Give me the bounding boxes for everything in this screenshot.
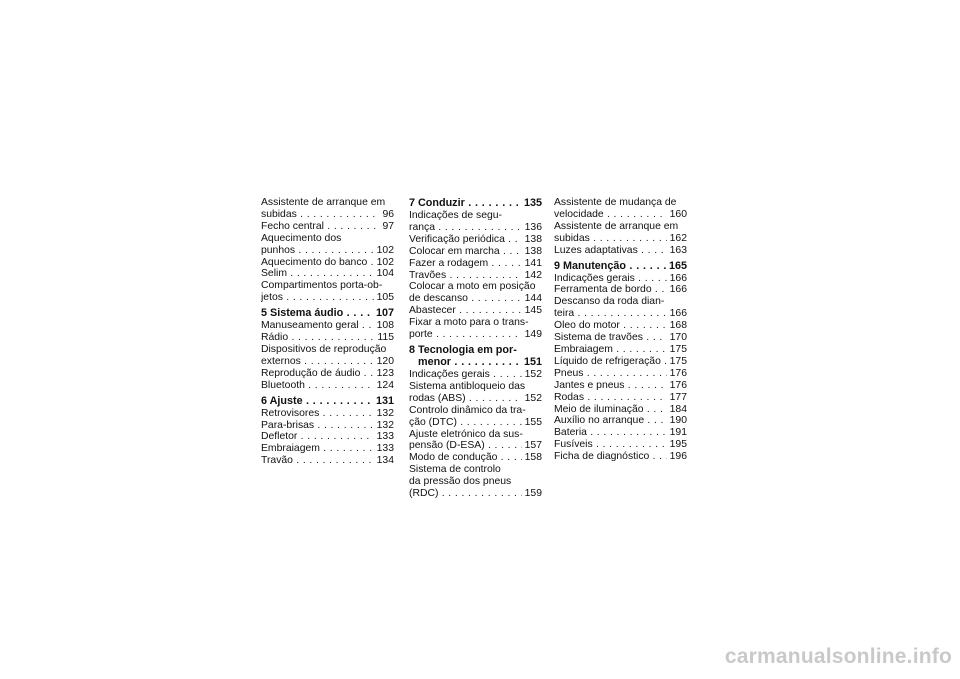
toc-entry-title: jetos . . . [261,292,374,304]
toc-entry [261,221,394,233]
toc-entry-title: Pneus . . . [554,368,667,380]
toc-entry [409,234,542,246]
toc-entry-title: 5 Sistema áudio . . . [261,307,373,319]
page-number: 136 [524,221,542,233]
page-number: 191 [669,427,687,439]
toc-entry [554,332,687,344]
toc-entry-line [409,258,542,270]
toc-entry-title: Ferramenta de bordo . . . [554,284,667,296]
page-number: 102 [376,244,394,256]
toc-entry-line: Compartimentos porta-ob- [261,280,383,292]
toc-entry-title: Ficha de diagnóstico . . . [554,451,667,463]
toc-entry-title: Defletor . . . [261,431,374,443]
page-number: 196 [669,451,687,463]
toc-entry-title: Fecho central . . . [261,221,379,233]
toc-entry [409,369,542,381]
toc-entry [554,368,687,380]
toc-entry-line: Colocar a moto em posição [409,281,536,293]
page-number: 152 [524,392,542,404]
toc-entry-line [554,415,687,427]
toc-entry-line [409,270,542,282]
page-number: 175 [669,343,687,355]
page-number: 160 [669,208,687,220]
toc-entry-line [261,209,394,221]
toc-entry-line [261,221,394,233]
toc-entry-line: Assistente de arranque em [554,220,679,232]
toc-column-3 [554,197,687,463]
toc-entry [409,246,542,258]
toc-entry-title: Sistema de travões . . . [554,332,667,344]
toc-entry-line [554,451,687,463]
page-number: 123 [376,367,394,379]
toc-entry-title: Fazer a rodagem . . . [409,258,522,270]
toc-entry-line [409,246,542,258]
toc-entry-line [554,404,687,416]
page-number: 163 [669,244,687,256]
page-number: 96 [382,208,394,220]
chapter-heading [409,344,542,368]
toc-entry [409,258,542,270]
page-number: 166 [669,272,687,284]
page-number: 133 [376,443,394,455]
page-number: 158 [524,452,542,464]
page-number: 138 [524,233,542,245]
chapter-heading [554,260,687,272]
page-number: 108 [376,320,394,332]
toc-entry [409,281,542,305]
page-number: 175 [669,355,687,367]
chapter-heading [261,307,394,319]
toc-entry-line [261,292,394,304]
page-number: 177 [669,391,687,403]
toc-entry-line [409,417,542,429]
toc-entry-line: Assistente de mudança de [554,197,677,208]
toc-entry [554,392,687,404]
toc-entry-line [261,332,394,344]
page-number: 134 [376,455,394,467]
toc-entry [554,273,687,285]
toc-entry [554,427,687,439]
toc-entry-title: Meio de iluminação . . . [554,404,667,416]
page-number: 168 [669,320,687,332]
toc-entry-title: Indicações gerais . . . [409,369,522,381]
toc-entry [409,405,542,429]
toc-entry-title: rança . . . [409,222,522,234]
page-number: 165 [668,259,687,272]
toc-entry [554,356,687,368]
toc-entry-title: Jantes e pneus . . . [554,380,667,392]
toc-entry-line [554,439,687,451]
toc-entry-title: externos . . . [261,356,374,368]
page-number: 155 [524,416,542,428]
page-number: 132 [376,407,394,419]
toc-entry-line [261,443,394,455]
toc-entry-line [554,284,687,296]
page-number: 133 [376,431,394,443]
toc-entry-title: Fusíveis . . . [554,439,667,451]
toc-entry-line: Dispositivos de reprodução [261,343,387,355]
toc-entry [261,443,394,455]
toc-entry [554,451,687,463]
page-number: 131 [375,394,394,407]
toc-entry-line [554,209,687,221]
page-number: 107 [375,307,394,320]
toc-entry [554,380,687,392]
toc-entry-title: subidas . . . [261,209,379,221]
toc-entry-title: teira . . . [554,308,667,320]
toc-entry-title: Travão . . . [261,455,374,467]
page-number: 149 [524,329,542,341]
toc-entry [554,221,687,245]
toc-column-1 [261,197,394,467]
page-number: 195 [669,439,687,451]
toc-entry-title: Rodas . . . [554,392,667,404]
page-number: 170 [669,332,687,344]
toc-entry-title: punhos . . . [261,245,374,257]
toc-entry-line [554,368,687,380]
toc-entry-title: Embraiagem . . . [261,443,374,455]
toc-entry [554,320,687,332]
toc-entry-title: (RDC) . . . [409,488,522,500]
page-number: 105 [376,292,394,304]
toc-entry-line [261,431,394,443]
toc-entry-line [409,488,542,500]
toc-entry-line: Sistema de controlo [409,464,501,476]
toc-entry-line: Ajuste eletrónico da sus- [409,428,523,440]
toc-entry-line: Descanso da roda dian- [554,296,665,308]
toc-entry-line [409,329,542,341]
toc-entry [409,305,542,317]
toc-entry-line [554,260,687,272]
toc-entry [261,380,394,392]
toc-entry-line [554,332,687,344]
toc-entry-title: Indicações gerais . . . [554,273,667,285]
toc-entry-title: Modo de condução . . . [409,452,522,464]
toc-entry-title: Selim . . . [261,268,374,280]
toc-entry-line [261,356,394,368]
toc-entry [261,368,394,380]
toc-entry [409,270,542,282]
toc-entry-title: porte . . . [409,329,522,341]
toc-entry-line [409,369,542,381]
toc-entry-line [409,305,542,317]
toc-entry [261,420,394,432]
toc-entry [554,415,687,427]
toc-entry-title: Manuseamento geral . . . [261,320,374,332]
toc-entry [261,431,394,443]
toc-entry-title: rodas (ABS) . . . [409,393,522,405]
toc-entry-line [554,233,687,245]
chapter-heading [261,395,394,407]
toc-entry-line [554,344,687,356]
page-number: 115 [377,332,394,344]
toc-entry [409,464,542,500]
toc-entry [261,320,394,332]
page-number: 132 [376,419,394,431]
toc-entry-line [261,320,394,332]
toc-entry-line [261,268,394,280]
toc-entry-line [409,393,542,405]
toc-entry-title: Verificação periódica . . . [409,234,522,246]
page-number: 141 [524,257,542,269]
page-number: 104 [376,268,394,280]
toc-entry-line: Indicações de segu- [409,210,502,221]
toc-entry [261,233,394,257]
page-number: 190 [669,415,687,427]
page-number: 176 [669,367,687,379]
toc-entry-title: Travões . . . [409,270,522,282]
toc-entry [554,404,687,416]
toc-entry-line: Sistema antibloqueio das [409,380,526,392]
toc-entry [554,245,687,257]
toc-entry-line [409,222,542,234]
toc-entry-title: ção (DTC) . . . [409,417,522,429]
page-number: 102 [376,256,394,268]
toc-entry [554,284,687,296]
chapter-heading [409,197,542,209]
toc-entry-line [409,452,542,464]
toc-entry-title: Rádio . . . [261,332,374,344]
toc-entry-line [261,257,394,269]
toc-entry-title: velocidade . . . [554,209,667,221]
toc-entry-title: Bateria . . . [554,427,667,439]
page-number: 176 [669,379,687,391]
toc-column-2 [409,197,542,500]
page-number: 145 [524,305,542,317]
toc-entry-title: Embraiagem . . . [554,344,667,356]
toc-entry-line [554,427,687,439]
toc-entry-title: Retrovisores . . . [261,408,374,420]
toc-entry-line [261,307,394,319]
toc-entry-line: Assistente de arranque em [261,197,386,208]
toc-entry-line: da pressão dos pneus [409,476,512,488]
toc-entry [409,317,542,341]
toc-entry [261,332,394,344]
page-number: 166 [669,308,687,320]
toc-entry-line [554,380,687,392]
toc-entry-line: Controlo dinâmico da tra- [409,404,526,416]
toc-entry-title: pensão (D-ESA) . . . [409,440,522,452]
toc-entry-title: Auxílio no arranque . . . [554,415,667,427]
toc-entry-line: 8 Tecnologia em por- [409,343,517,356]
toc-entry-line [261,395,394,407]
page-number: 159 [524,488,542,500]
toc-entry-title: Reprodução de áudio . . . [261,368,374,380]
toc-entry-title: Abastecer . . . [409,305,522,317]
toc-entry-title: 9 Manutenção . . . [554,260,666,272]
toc-entry [409,210,542,234]
watermark: carmanualsonline.info [724,645,952,668]
toc-entry-title: menor . . . [418,356,521,368]
toc-entry [261,257,394,269]
toc-entry-title: Aquecimento do banco . . . [261,257,374,269]
toc-entry [409,381,542,405]
toc-entry-title: de descanso . . . [409,293,522,305]
toc-entry [261,455,394,467]
page-number: 151 [523,355,542,368]
toc-entry-title: Óleo do motor . . . [554,320,667,332]
toc-entry-line [554,273,687,285]
toc-entry-line [409,293,542,305]
toc-entry [261,268,394,280]
toc-entry-line [409,197,542,209]
toc-entry-title: subidas . . . [554,233,667,245]
page-number: 144 [524,293,542,305]
page-number: 135 [523,197,542,209]
toc-entry [554,296,687,320]
toc-entry-title: Colocar em marcha . . . [409,246,522,258]
toc-entry [261,280,394,304]
toc-entry [261,408,394,420]
toc-entry-line [409,234,542,246]
toc-entry-line: Fixar a moto para o trans- [409,317,529,329]
toc-entry-line: Aquecimento dos [261,232,342,244]
page-number: 162 [669,232,687,244]
toc-entry-line [261,408,394,420]
page-number: 184 [669,403,687,415]
page-number: 138 [524,245,542,257]
toc-entry-line [554,356,687,368]
toc-entry [261,197,394,221]
toc-entry-line [261,380,394,392]
toc-entry-line [261,368,394,380]
page-number: 157 [524,440,542,452]
toc-entry [554,344,687,356]
page-number: 152 [524,368,542,380]
toc-entry-line [409,440,542,452]
toc-entry [261,344,394,368]
toc-entry [554,439,687,451]
toc-entry-line [261,245,394,257]
toc-entry-line [409,356,542,368]
page-number: 124 [376,379,394,391]
toc-entry-title: 7 Conduzir . . . [409,197,521,209]
page-number: 120 [376,355,394,367]
toc-entry-line [554,245,687,257]
toc-entry-line [554,308,687,320]
page-number: 166 [669,284,687,296]
toc-entry-line [554,392,687,404]
page-number: 97 [382,220,394,232]
toc-entry-title: Líquido de refrigeração . . . [554,356,667,368]
toc-entry [409,452,542,464]
toc-entry-title: Para-brisas . . . [261,420,374,432]
toc-entry-title: Luzes adaptativas . . . [554,245,667,257]
toc-entry-line [261,455,394,467]
toc-entry-line [554,320,687,332]
toc-entry [409,429,542,453]
toc-entry [554,197,687,221]
toc-entry-line [261,420,394,432]
page-number: 142 [524,269,542,281]
toc-entry-title: Bluetooth . . . [261,380,374,392]
toc-entry-title: 6 Ajuste . . . [261,395,373,407]
